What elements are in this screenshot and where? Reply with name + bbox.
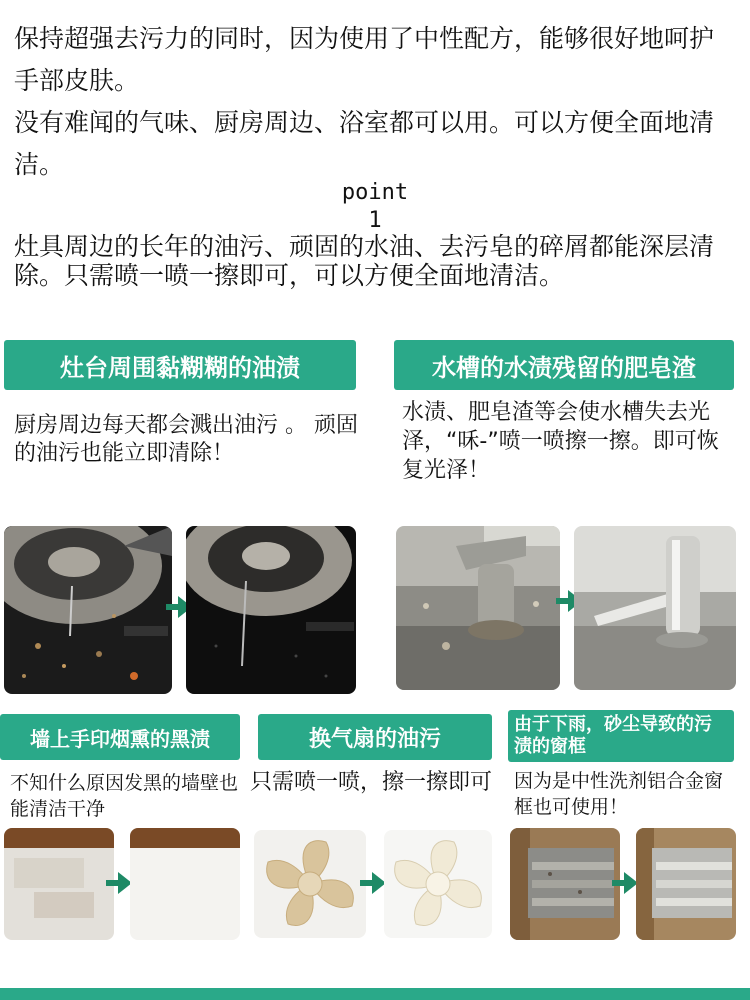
window-after-photo — [636, 828, 736, 940]
point-label: point — [341, 180, 409, 205]
fan-arrow-icon — [360, 872, 386, 894]
fan-section-text: 只需喷一喷，擦一擦即可 — [250, 770, 493, 795]
wall-after-photo — [130, 828, 240, 940]
wall-arrow-icon — [106, 872, 132, 894]
intro-paragraph-2: 没有难闻的气味、厨房周边、浴室都可以用。可以方便全面地清洁。 — [14, 108, 715, 179]
stove-section-text: 厨房周边每天都会溅出油污 。 顽固的油污也能立即清除！ — [14, 413, 358, 466]
window-before-photo — [510, 828, 620, 940]
sink-section-text: 水渍、肥皂渣等会使水槽失去光泽，“咊-”喷一喷擦一擦。即可恢复光泽！ — [402, 400, 719, 483]
stove-section-title: 灶台周围黏糊糊的油渍 — [4, 340, 356, 390]
fan-after-photo — [384, 830, 492, 938]
sink-before-photo — [396, 526, 560, 690]
wall-before-photo — [4, 828, 114, 940]
wall-section-text: 不知什么原因发黑的墙壁也能清洁干净 — [10, 772, 239, 820]
sink-section-title: 水槽的水渍残留的肥皂渣 — [394, 340, 734, 390]
stove-before-photo — [4, 526, 172, 694]
intro-paragraph-1: 保持超强去污力的同时，因为使用了中性配方，能够很好地呵护手部皮肤。 — [14, 24, 715, 95]
bottom-divider — [0, 988, 750, 1000]
sink-after-photo — [574, 526, 736, 690]
window-section-text: 因为是中性洗剂铝合金窗框也可使用！ — [514, 770, 724, 818]
fan-before-photo — [254, 830, 366, 938]
intro-text — [14, 18, 736, 186]
point-description: 灶具周边的长年的油污、顽固的水油、去污皂的碎屑都能深层清除。只需喷一喷一擦即可，可以方便全面地清洁。 — [14, 232, 715, 290]
point-number: 1 — [368, 208, 382, 233]
wall-section-title: 墙上手印烟熏的黑渍 — [0, 714, 240, 760]
stove-after-photo — [186, 526, 356, 694]
window-arrow-icon — [612, 872, 638, 894]
window-section-title: 由于下雨，砂尘导致的污渍的窗框 — [508, 710, 734, 762]
fan-section-title: 换气扇的油污 — [258, 714, 492, 760]
